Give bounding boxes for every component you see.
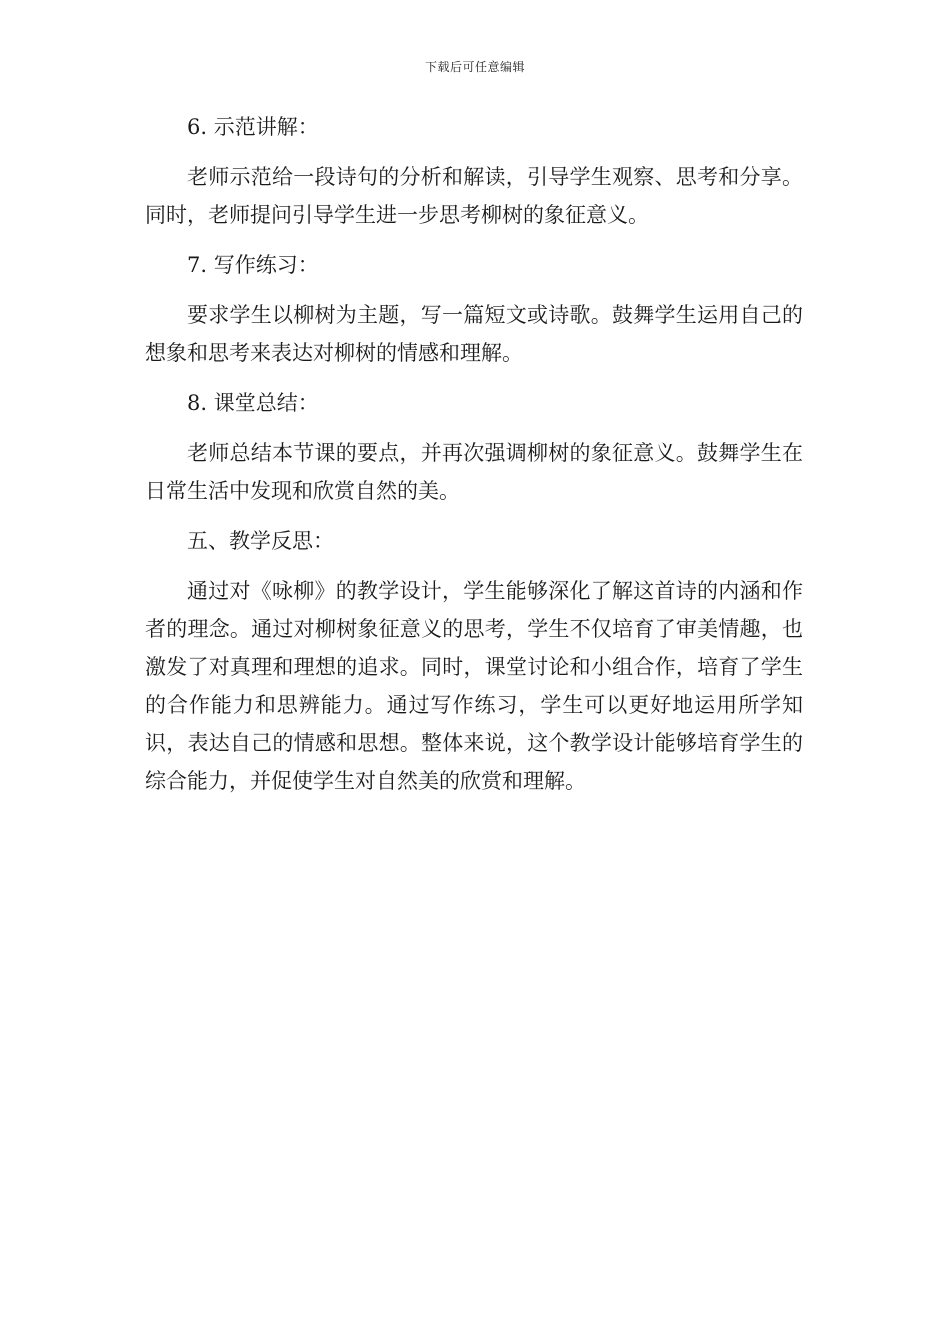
section-paragraph-demo: 老师示范给一段诗句的分析和解读，引导学生观察、思考和分享。同时，老师提问引导学生进一步思考柳树的象征意义。 (145, 165, 803, 227)
section-paragraph-summary: 老师总结本节课的要点，并再次强调柳树的象征意义。鼓舞学生在日常生活中发现和欣赏自然的美。 (145, 441, 803, 503)
section-paragraph-reflection: 通过对《咏柳》的教学设计，学生能够深化了解这首诗的内涵和作者的理念。通过对柳树象征意义的思考，学生不仅培育了审美情趣，也激发了对真理和理想的追求。同时，课堂讨论和小组合作，培育了学生的合作能力和思辨能力。通过写作练习，学生可以更好地运用所学知识，表达自己的情感和思想。整体来说，这个教学设计能够培育学生的综合能力，并促使学生对自然美的欣赏和理解。 (145, 579, 803, 793)
section-paragraph-writing: 要求学生以柳树为主题，写一篇短文或诗歌。鼓舞学生运用自己的想象和思考来表达对柳树的情感和理解。 (145, 303, 803, 365)
section-heading-summary: 8. 课堂总结： (187, 391, 319, 415)
section-heading-demo: 6. 示范讲解： (187, 115, 319, 139)
section-heading-writing: 7. 写作练习： (187, 253, 319, 277)
section-heading-reflection: 五、教学反思： (187, 529, 334, 553)
document-body (145, 108, 803, 800)
page-header-note: 下载后可任意编辑 (424, 60, 525, 74)
